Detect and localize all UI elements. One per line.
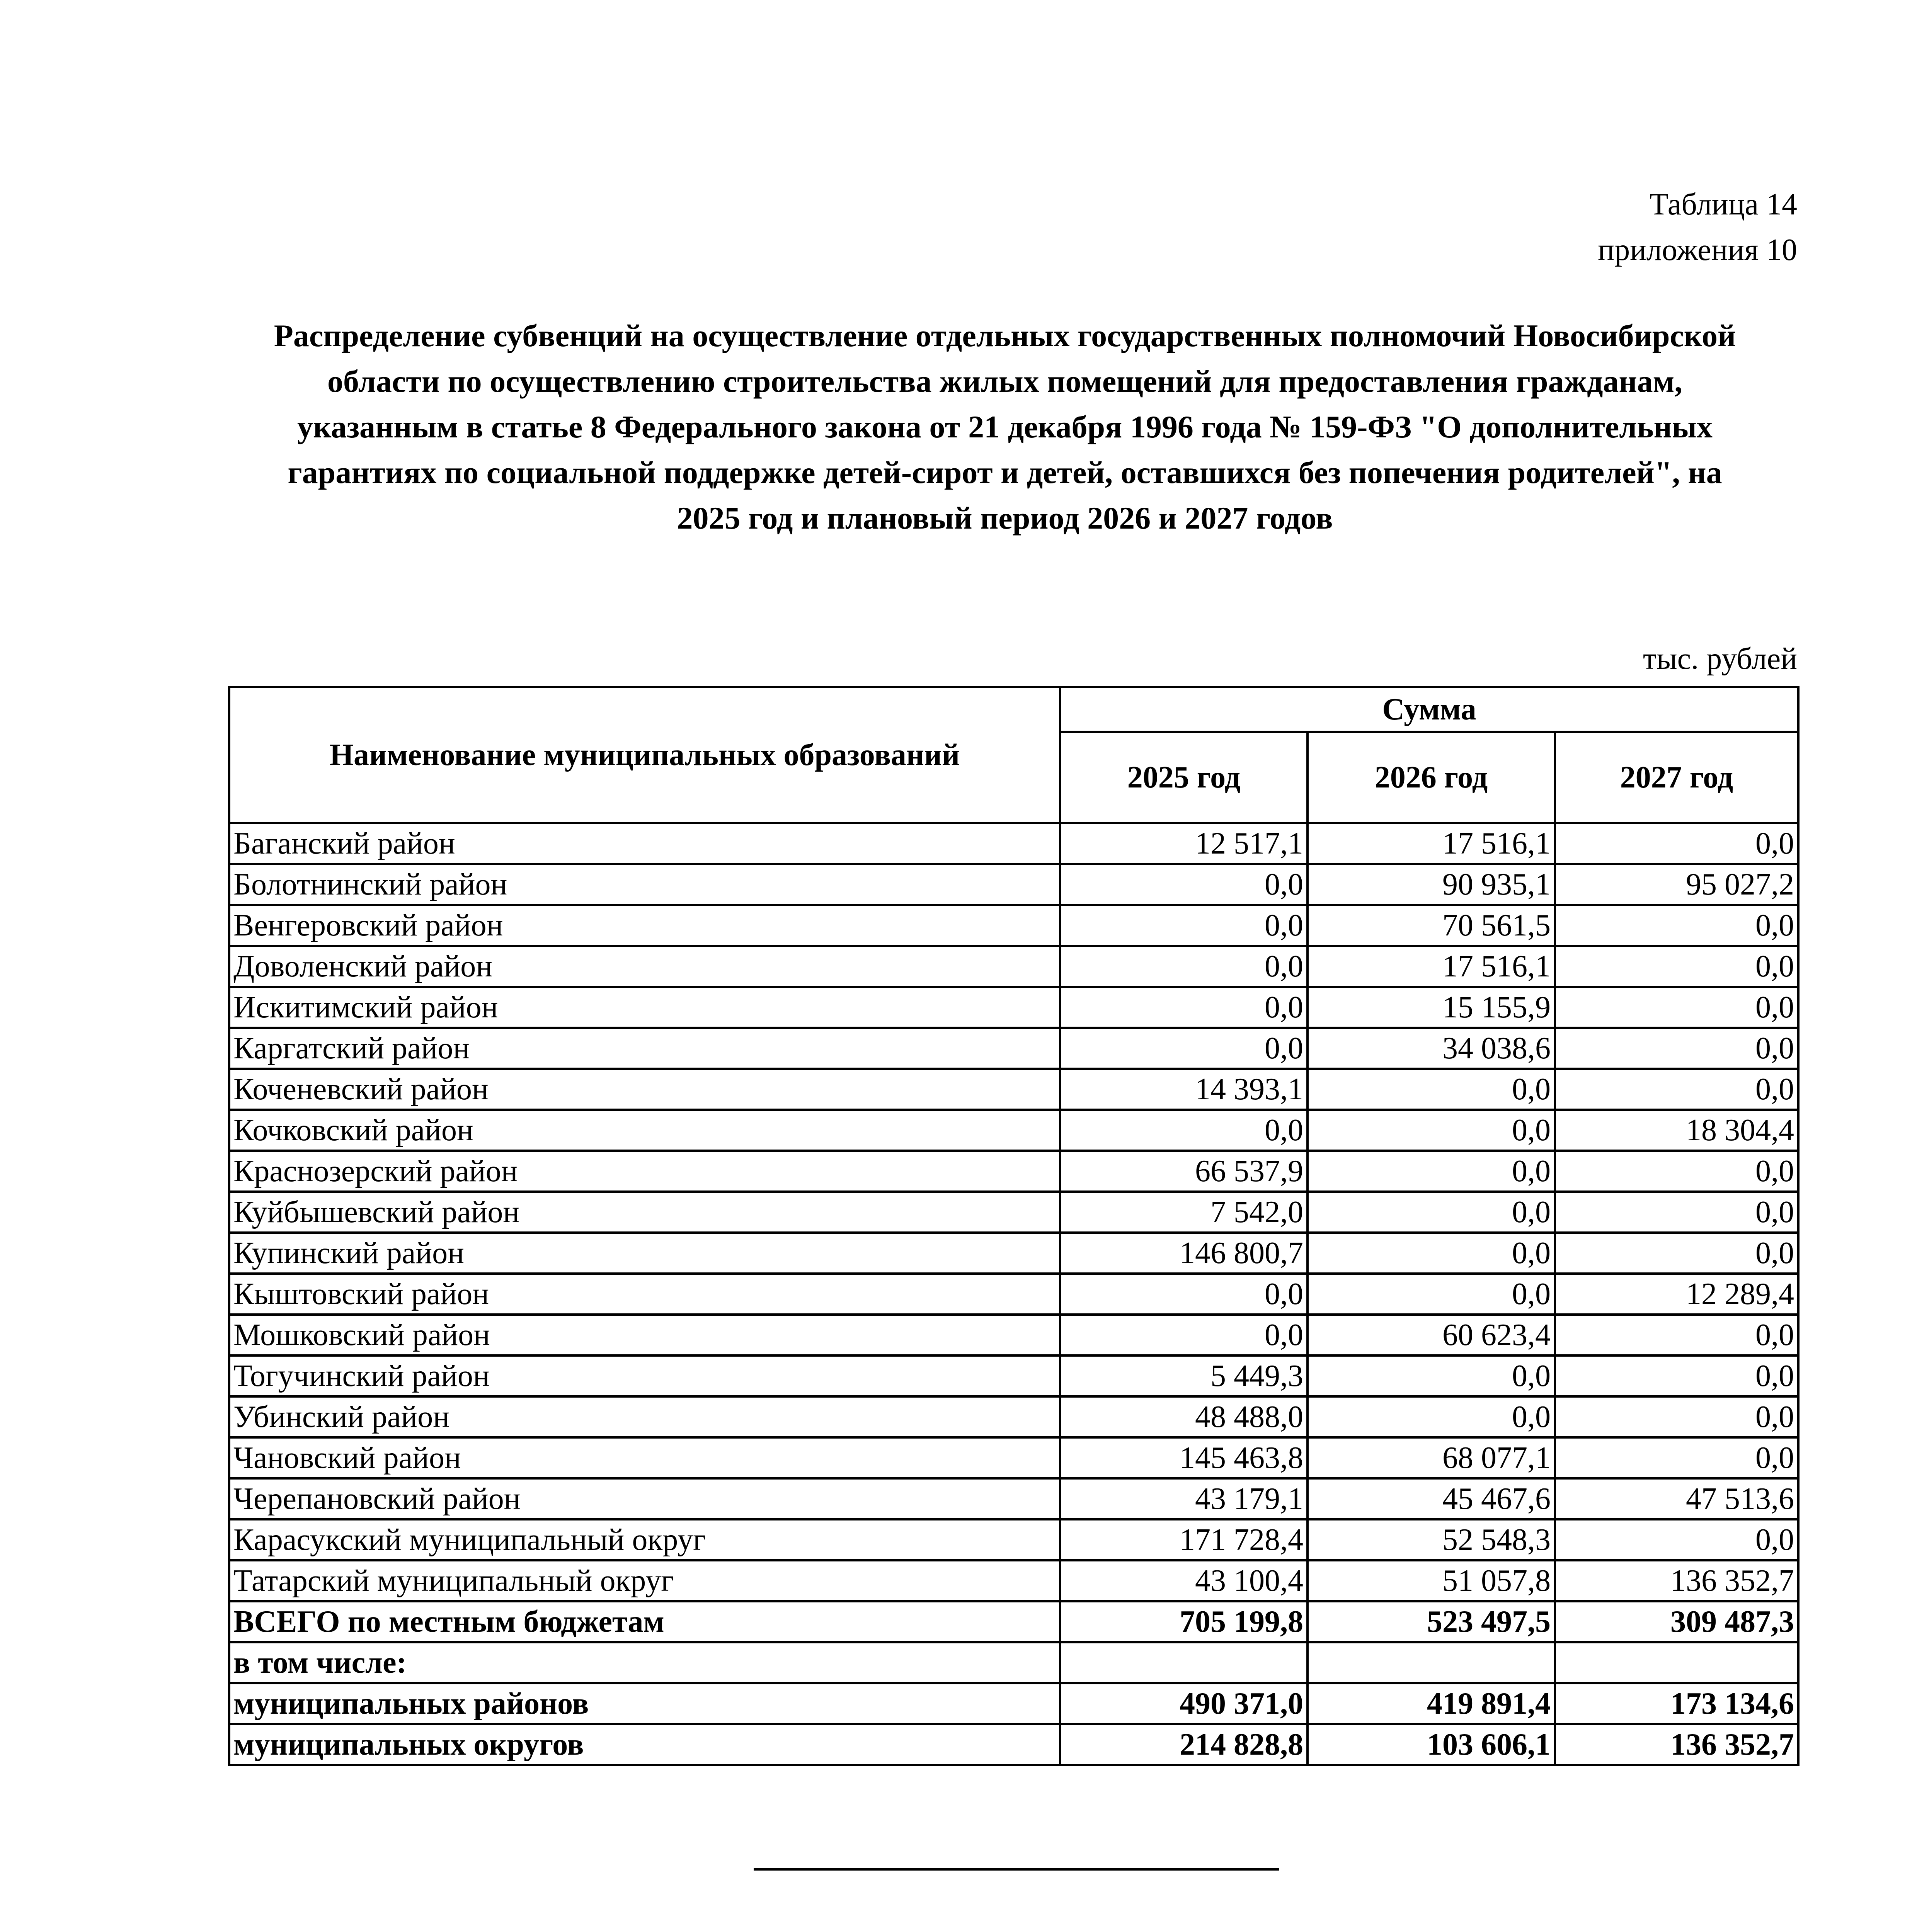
table-body [229, 823, 1798, 1765]
table-row [229, 1396, 1798, 1437]
column-header-2025: 2025 год [1060, 732, 1308, 823]
column-header-2026: 2026 год [1308, 732, 1555, 823]
value-2025-cell: 705 199,8 [1060, 1601, 1308, 1642]
value-2025-cell: 66 537,9 [1060, 1151, 1308, 1192]
municipality-name-cell: Болотнинский район [229, 864, 1060, 905]
table-row [229, 1683, 1798, 1724]
municipality-name-cell: Кочковский район [229, 1110, 1060, 1151]
municipality-name-cell: Баганский район [229, 823, 1060, 864]
table-row [229, 1192, 1798, 1233]
value-2027-cell [1555, 1642, 1798, 1683]
value-2026-cell: 68 077,1 [1308, 1437, 1555, 1478]
end-divider [754, 1868, 1279, 1871]
value-2026-cell: 15 155,9 [1308, 987, 1555, 1028]
value-2027-cell: 136 352,7 [1555, 1724, 1798, 1765]
table-row [229, 905, 1798, 946]
value-2027-cell: 47 513,6 [1555, 1478, 1798, 1519]
value-2026-cell: 103 606,1 [1308, 1724, 1555, 1765]
value-2026-cell: 45 467,6 [1308, 1478, 1555, 1519]
title-line: указанным в статье 8 Федерального закона от 21 декабря 1996 года № 159-ФЗ "О дополнительных [297, 409, 1713, 444]
value-2026-cell: 0,0 [1308, 1396, 1555, 1437]
table-row [229, 1110, 1798, 1151]
value-2027-cell: 0,0 [1555, 946, 1798, 987]
value-2025-cell: 0,0 [1060, 1028, 1308, 1069]
table-row [229, 987, 1798, 1028]
table-row [229, 864, 1798, 905]
municipality-name-cell: Краснозерский район [229, 1151, 1060, 1192]
table-row [229, 1028, 1798, 1069]
municipality-name-cell: Тогучинский район [229, 1355, 1060, 1396]
value-2026-cell: 0,0 [1308, 1110, 1555, 1151]
column-header-2027: 2027 год [1555, 732, 1798, 823]
municipality-name-cell: Искитимский район [229, 987, 1060, 1028]
municipality-name-cell: Купинский район [229, 1233, 1060, 1274]
municipality-name-cell: Чановский район [229, 1437, 1060, 1478]
value-2025-cell: 43 100,4 [1060, 1560, 1308, 1601]
table-row [229, 1069, 1798, 1110]
value-2025-cell: 490 371,0 [1060, 1683, 1308, 1724]
municipality-name-cell: Убинский район [229, 1396, 1060, 1437]
value-2027-cell: 0,0 [1555, 1151, 1798, 1192]
value-2026-cell: 0,0 [1308, 1274, 1555, 1315]
value-2026-cell: 523 497,5 [1308, 1601, 1555, 1642]
table-row [229, 1274, 1798, 1315]
value-2026-cell: 52 548,3 [1308, 1519, 1555, 1560]
value-2026-cell: 70 561,5 [1308, 905, 1555, 946]
value-2025-cell: 0,0 [1060, 864, 1308, 905]
subvention-table [228, 686, 1800, 1766]
value-2025-cell: 0,0 [1060, 946, 1308, 987]
value-2027-cell: 0,0 [1555, 1192, 1798, 1233]
value-2025-cell [1060, 1642, 1308, 1683]
table-row [229, 1560, 1798, 1601]
table-row [229, 1642, 1798, 1683]
table-row [229, 1355, 1798, 1396]
value-2026-cell [1308, 1642, 1555, 1683]
value-2027-cell: 0,0 [1555, 1355, 1798, 1396]
value-2025-cell: 5 449,3 [1060, 1355, 1308, 1396]
column-header-municipality: Наименование муниципальных образований [229, 687, 1060, 823]
municipality-name-cell: Мошковский район [229, 1315, 1060, 1355]
value-2025-cell: 0,0 [1060, 905, 1308, 946]
table-reference: Таблица 14 [1649, 187, 1797, 221]
value-2025-cell: 145 463,8 [1060, 1437, 1308, 1478]
value-2027-cell: 309 487,3 [1555, 1601, 1798, 1642]
municipality-name-cell: Татарский муниципальный округ [229, 1560, 1060, 1601]
value-2025-cell: 146 800,7 [1060, 1233, 1308, 1274]
value-2026-cell: 0,0 [1308, 1355, 1555, 1396]
value-2025-cell: 43 179,1 [1060, 1478, 1308, 1519]
value-2025-cell: 171 728,4 [1060, 1519, 1308, 1560]
value-2025-cell: 12 517,1 [1060, 823, 1308, 864]
municipality-name-cell: Коченевский район [229, 1069, 1060, 1110]
value-2027-cell: 0,0 [1555, 1519, 1798, 1560]
value-2027-cell: 18 304,4 [1555, 1110, 1798, 1151]
municipality-name-cell: Черепановский район [229, 1478, 1060, 1519]
value-2025-cell: 0,0 [1060, 1274, 1308, 1315]
value-2026-cell: 90 935,1 [1308, 864, 1555, 905]
appendix-reference: приложения 10 [1598, 233, 1797, 267]
value-2025-cell: 7 542,0 [1060, 1192, 1308, 1233]
table-row [229, 823, 1798, 864]
municipality-name-cell: муниципальных районов [229, 1683, 1060, 1724]
table-row [229, 1151, 1798, 1192]
column-header-sum: Сумма [1060, 687, 1798, 732]
value-2027-cell: 0,0 [1555, 1315, 1798, 1355]
table-row [229, 1233, 1798, 1274]
document-title [216, 313, 1793, 541]
units-label: тыс. рублей [1643, 642, 1797, 676]
municipality-name-cell: Куйбышевский район [229, 1192, 1060, 1233]
municipality-name-cell: Доволенский район [229, 946, 1060, 987]
value-2027-cell: 0,0 [1555, 1437, 1798, 1478]
value-2026-cell: 0,0 [1308, 1151, 1555, 1192]
municipality-name-cell: Венгеровский район [229, 905, 1060, 946]
municipality-name-cell: ВСЕГО по местным бюджетам [229, 1601, 1060, 1642]
value-2025-cell: 14 393,1 [1060, 1069, 1308, 1110]
municipality-name-cell: Карасукский муниципальный округ [229, 1519, 1060, 1560]
value-2027-cell: 0,0 [1555, 1233, 1798, 1274]
table-row [229, 1478, 1798, 1519]
value-2025-cell: 0,0 [1060, 987, 1308, 1028]
value-2027-cell: 12 289,4 [1555, 1274, 1798, 1315]
table-row [229, 1437, 1798, 1478]
value-2027-cell: 0,0 [1555, 905, 1798, 946]
value-2025-cell: 0,0 [1060, 1110, 1308, 1151]
title-line: 2025 год и плановый период 2026 и 2027 годов [677, 500, 1333, 536]
value-2027-cell: 0,0 [1555, 1396, 1798, 1437]
value-2025-cell: 214 828,8 [1060, 1724, 1308, 1765]
value-2026-cell: 17 516,1 [1308, 823, 1555, 864]
table-row [229, 1724, 1798, 1765]
table-row [229, 1519, 1798, 1560]
municipality-name-cell: Кыштовский район [229, 1274, 1060, 1315]
value-2027-cell: 0,0 [1555, 823, 1798, 864]
table-row [229, 1601, 1798, 1642]
title-line: Распределение субвенций на осуществление отдельных государственных полномочий Новосибирской [274, 318, 1736, 353]
value-2027-cell: 0,0 [1555, 1028, 1798, 1069]
value-2026-cell: 51 057,8 [1308, 1560, 1555, 1601]
table-row [229, 946, 1798, 987]
value-2026-cell: 17 516,1 [1308, 946, 1555, 987]
table-row [229, 1315, 1798, 1355]
value-2027-cell: 136 352,7 [1555, 1560, 1798, 1601]
municipality-name-cell: муниципальных округов [229, 1724, 1060, 1765]
title-line: гарантиях по социальной поддержке детей-сирот и детей, оставшихся без попечения родителей", на [288, 455, 1722, 490]
title-line: области по осуществлению строительства жилых помещений для предоставления гражданам, [327, 364, 1683, 399]
value-2026-cell: 419 891,4 [1308, 1683, 1555, 1724]
value-2027-cell: 95 027,2 [1555, 864, 1798, 905]
value-2025-cell: 48 488,0 [1060, 1396, 1308, 1437]
value-2025-cell: 0,0 [1060, 1315, 1308, 1355]
value-2027-cell: 0,0 [1555, 987, 1798, 1028]
value-2027-cell: 0,0 [1555, 1069, 1798, 1110]
value-2026-cell: 0,0 [1308, 1192, 1555, 1233]
value-2026-cell: 0,0 [1308, 1233, 1555, 1274]
page-header [1598, 182, 1797, 273]
value-2026-cell: 0,0 [1308, 1069, 1555, 1110]
value-2026-cell: 34 038,6 [1308, 1028, 1555, 1069]
municipality-name-cell: Каргатский район [229, 1028, 1060, 1069]
municipality-name-cell: в том числе: [229, 1642, 1060, 1683]
value-2026-cell: 60 623,4 [1308, 1315, 1555, 1355]
value-2027-cell: 173 134,6 [1555, 1683, 1798, 1724]
